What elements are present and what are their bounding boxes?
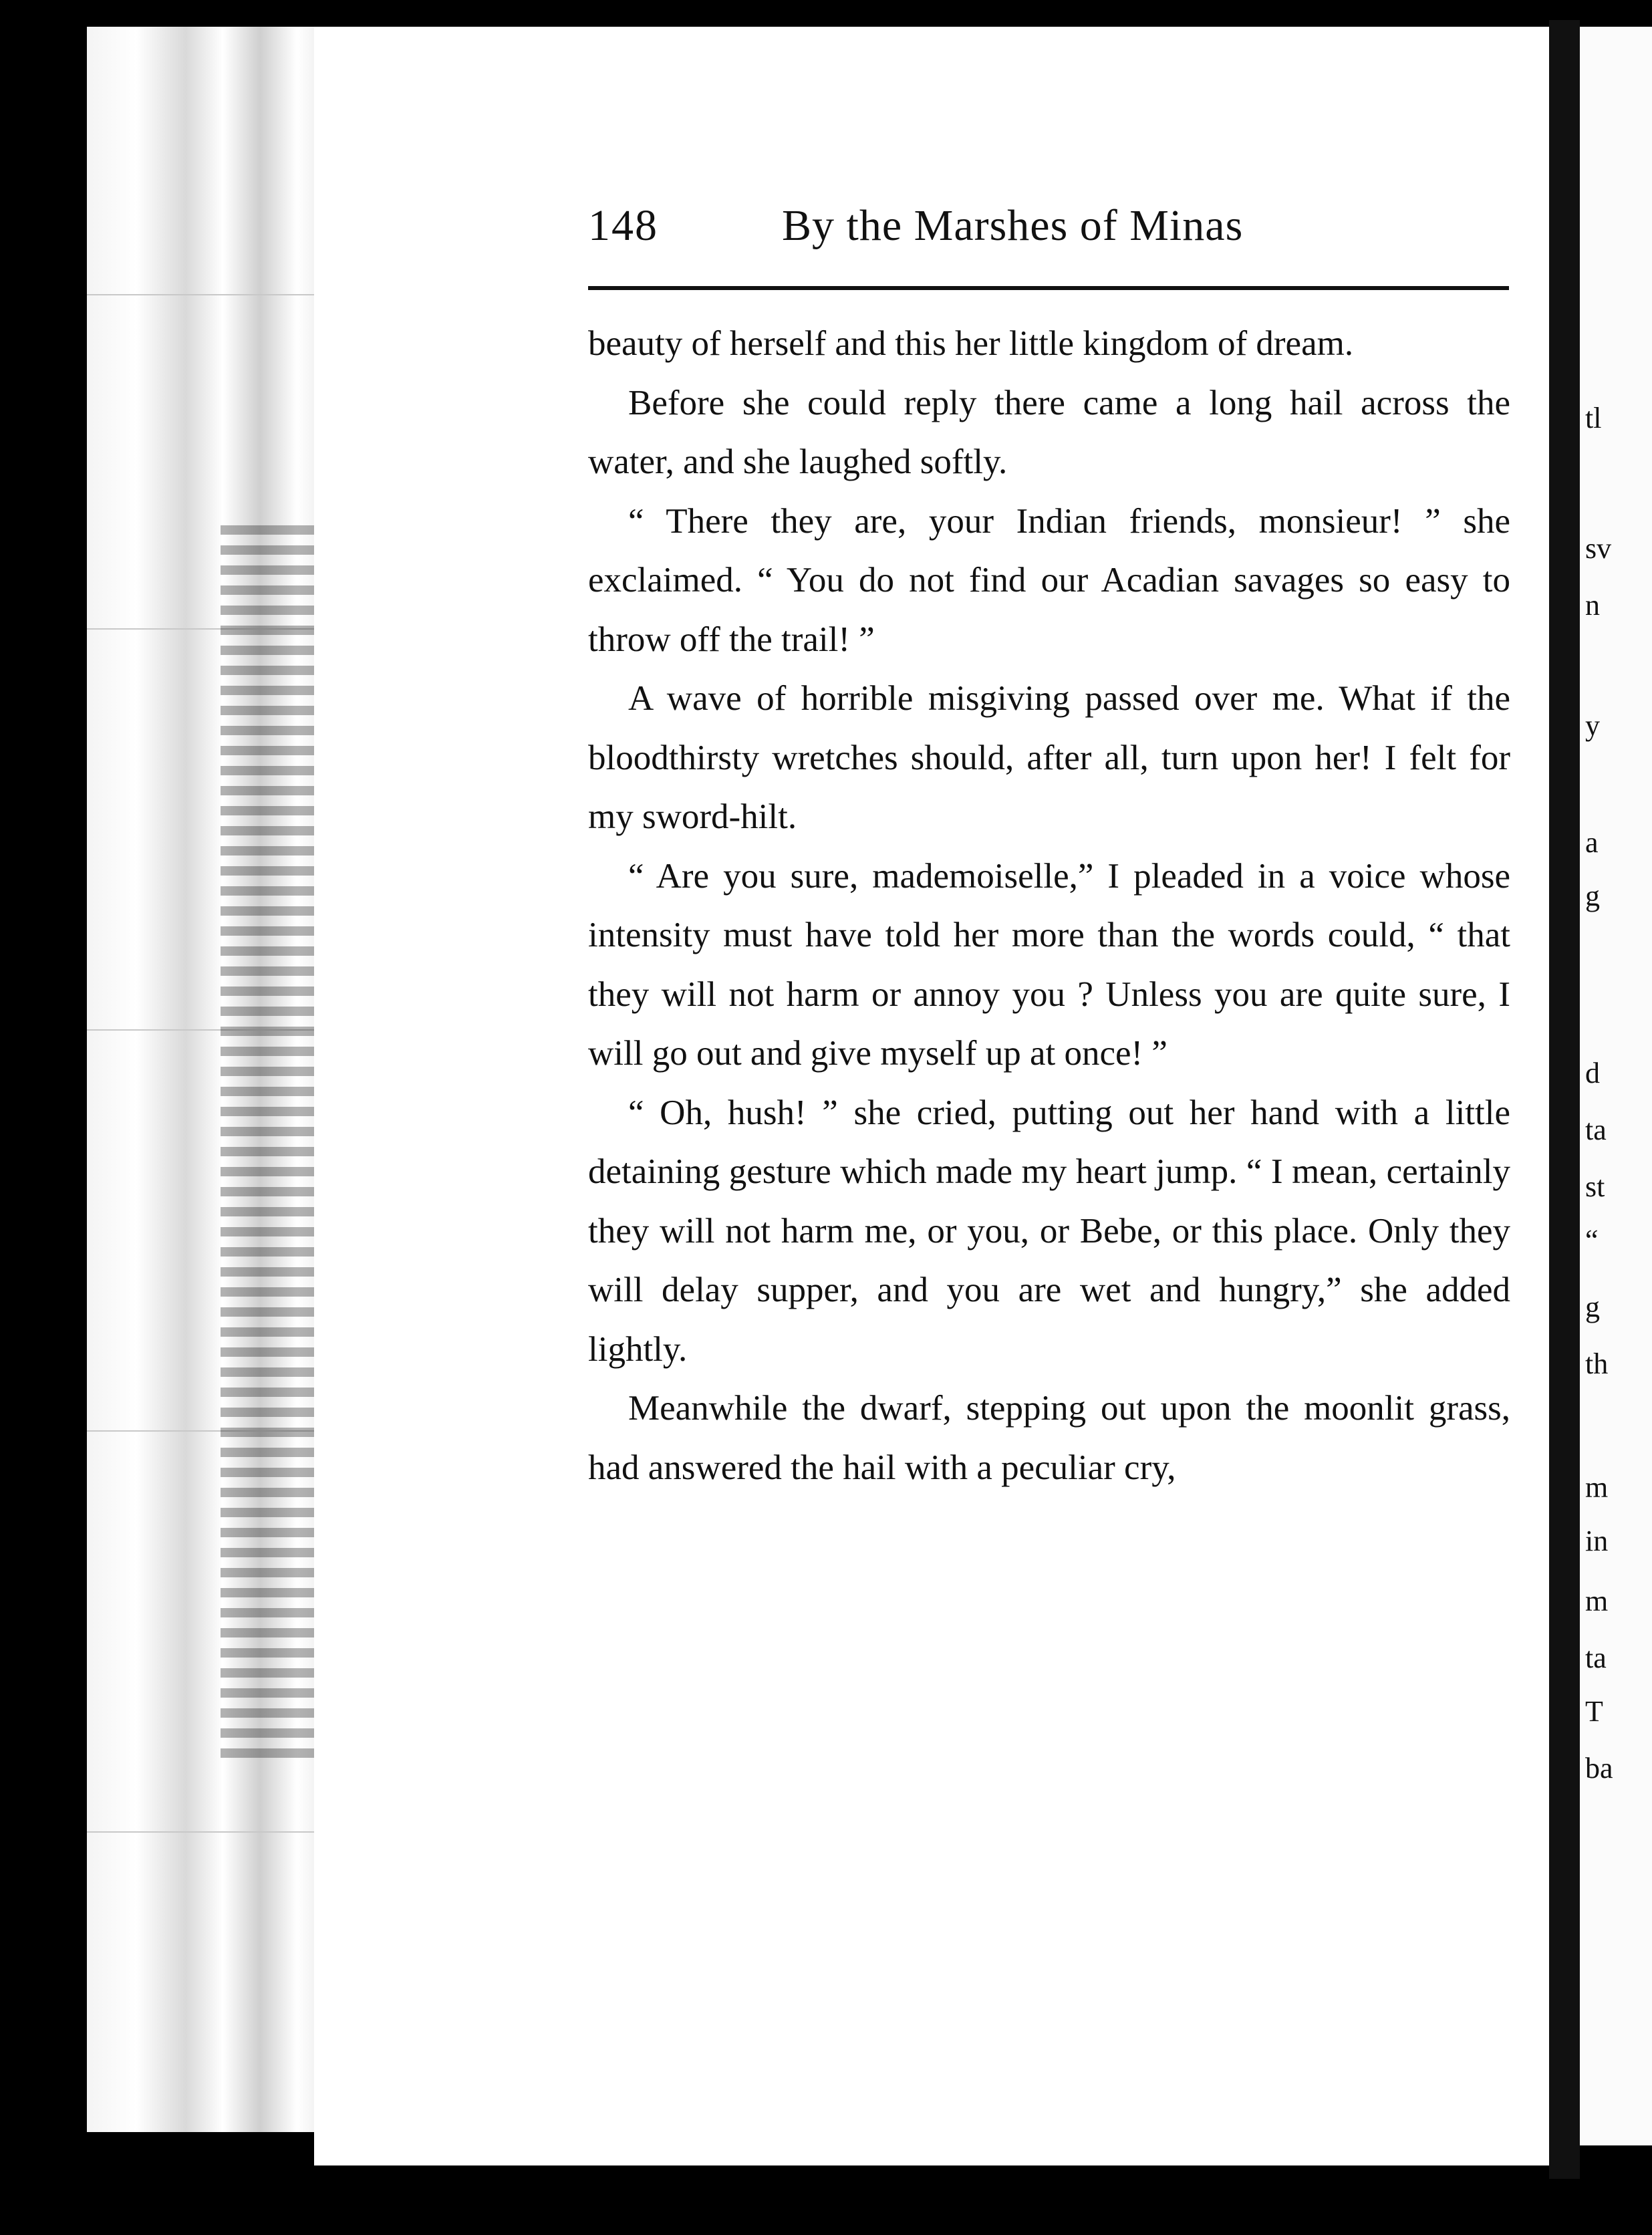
facing-page-fragment: d [1585,1057,1600,1089]
page-number: 148 [588,201,658,250]
facing-page-fragment: ba [1585,1752,1613,1785]
paragraph: “ Are you sure, mademoiselle,” I pleaded in a voice whose intensity must have told her more than the words could, “ that they will not harm or annoy you ? Unless you are quite sure, I will go out and give myself up at once! ” [588,856,1510,1073]
facing-page-fragment: g [1585,880,1600,912]
facing-page-fragment: ta [1585,1641,1607,1674]
facing-page-fragment: g [1585,1291,1600,1323]
facing-page-fragment: tl [1585,402,1602,434]
facing-page-fragment: sv [1585,532,1612,565]
paragraph: Before she could reply there came a long hail across the water, and she laughed softly. [588,383,1510,481]
facing-page-fragment: ta [1585,1113,1607,1146]
body-text [588,314,1510,1497]
page-header [588,201,1510,261]
facing-page-fragment: “ [1585,1224,1599,1257]
facing-page-fragment: y [1585,709,1600,742]
facing-page-fragment: in [1585,1525,1609,1557]
running-title: By the Marshes of Minas [782,201,1244,250]
facing-page-fragment: m [1585,1471,1609,1504]
facing-page-edge [1580,27,1652,2145]
facing-page-fragment: st [1585,1170,1605,1203]
paragraph: “ There they are, your Indian friends, monsieur! ” she exclaimed. “ You do not find our Acadian savages so easy to throw off the trail! ” [588,501,1510,659]
paragraph: A wave of horrible misgiving passed over me. What if the bloodthirsty wretches should, after all, turn upon her! I felt for my sword-hilt. [588,679,1510,836]
book-gutter [1549,20,1580,2179]
paragraph: beauty of herself and this her little kingdom of dream. [588,324,1354,363]
facing-page-fragment: T [1585,1695,1603,1728]
paragraph: Meanwhile the dwarf, stepping out upon the moonlit grass, had answered the hail with a peculiar cry, [588,1389,1510,1487]
paragraph: “ Oh, hush! ” she cried, putting out her hand with a little detaining gesture which made my heart jump. “ I mean, certainly they will not harm me, or you, or Bebe, or this place. Only they will delay supper, and you are wet and hungry,” she added lightly. [588,1093,1510,1369]
facing-page-fragment: m [1585,1585,1609,1617]
facing-page-fragment: a [1585,826,1599,859]
facing-page-fragment: n [1585,589,1600,622]
facing-page-fragment: th [1585,1347,1609,1380]
header-rule [588,286,1509,290]
